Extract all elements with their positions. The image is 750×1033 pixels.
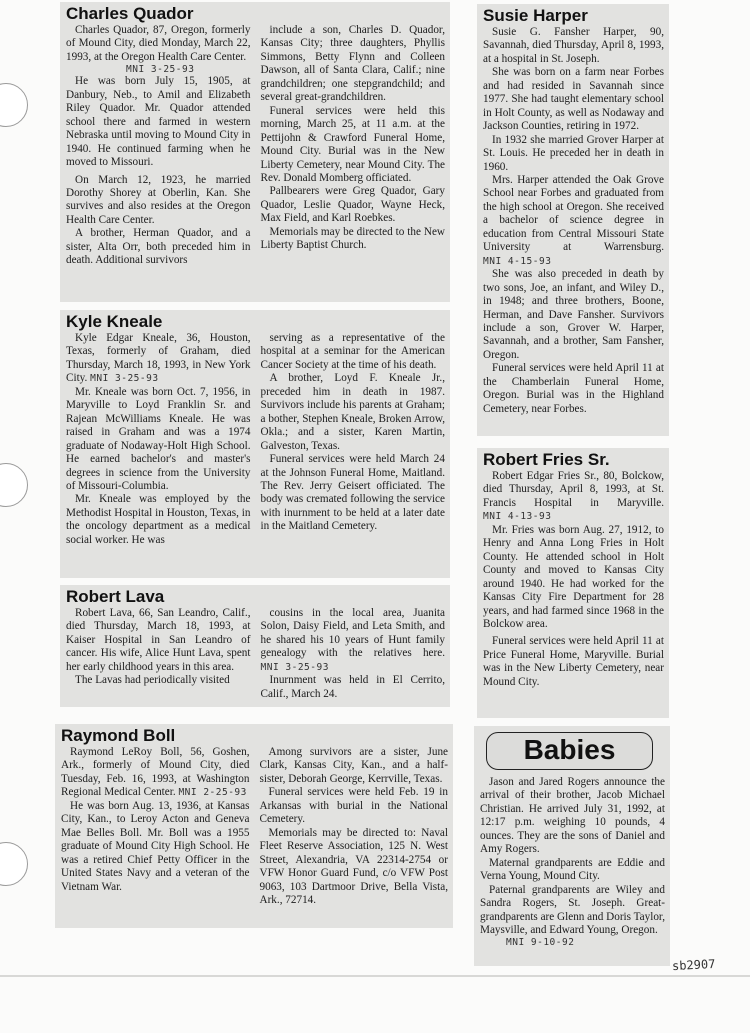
obituary-paragraph: She was also preceded in death by two sons, Joe, an infant, and Wiley D., in 1948; and three brothers, Boone, Herman, and Dave Fansher. Survivors include a son, Grover W. Harper, Savannah, and a brother, Sam Fansher, Oregon. — [483, 268, 664, 361]
obituary-paragraph: Funeral services were held this morning, March 25, at 11 a.m. at the Pettijohn & Crawford Funeral Home, Mound City. Burial was in the New Liberty Cemetery, near Mound City. The Rev. Donald Momberg officiated. — [260, 104, 445, 184]
obituary-paragraph: In 1932 she married Grover Harper at St. Louis. He preceded her in death in 1960. — [483, 133, 664, 173]
obituary-paragraph: He was born July 15, 1905, at Danbury, Neb., to Amil and Elizabeth Riley Quador. Mr. Quador attended school there and farmed in western Nebraska until moving to Mound City in 1940. He continued farming when he moved to Missouri. — [66, 75, 251, 169]
announcement-paragraph: Maternal grandparents are Eddie and Verna Young, Mound City. — [480, 856, 665, 883]
obituary-paragraph: On March 12, 1923, he married Dorothy Shorey at Oberlin, Kan. She survives and also resides at the Oregon Health Care Center. — [66, 173, 251, 226]
babies-heading: Babies — [523, 734, 616, 765]
obituary-charles-quador — [60, 2, 450, 302]
obituary-paragraph — [483, 470, 664, 524]
obituary-paragraph: She was born on a farm near Forbes and had resided in Savannah since 1977. She had taught elementary school in Holt County, as well as Nodaway and Jackson Counties, retiring in 1972. — [483, 66, 664, 133]
obituary-robert-lava — [60, 585, 450, 707]
obituary-heading: Charles Quador — [66, 4, 194, 23]
announcement-paragraph: Paternal grandparents are Wiley and Sandra Rogers, St. Joseph. Great-grandparents are Glenn and Doris Taylor, Maysville, and Edward Young, Oregon. — [480, 883, 665, 936]
obituary-paragraph: Pallbearers were Greg Quador, Gary Quador, Leslie Quador, Wayne Heck, Max Field, and Karl Roebkes. — [260, 185, 445, 225]
obituary-paragraph — [483, 174, 664, 268]
obituary-paragraph: A brother, Herman Quador, and a sister, Alta Orr, both preceded him in death. Additional survivors — [66, 227, 251, 267]
obituary-paragraph: He was born Aug. 13, 1936, at Kansas City, Kan., to Leroy Acton and Geneva Mae Belles Boll. Mr. Boll was a 1955 graduate of Mound City High School. He was a retired Chief Petty Officer in the United States Navy and a veteran of the Vietnam War. — [61, 799, 250, 893]
obituary-paragraph: include a son, Charles D. Quador, Kansas City; three daughters, Phyllis Simmons, Betty Flynn and Colleen Dawson, all of Santa Clara, Calif.; nine grandchildren; one stepgrandchild; and several great-grandchildren. — [260, 24, 445, 104]
obituary-raymond-boll — [55, 724, 453, 928]
obituary-paragraph: Memorials may be directed to: Naval Fleet Reserve Association, 125 N. West Street, Alexandria, VA 22314-2754 or VFW Honor Guard Fund, c/o VFW Post 9063, 103 Dartmoor Drive, Bella Vista, Ark., 72714. — [259, 826, 448, 906]
obituary-paragraph: Charles Quador, 87, Oregon, formerly of Mound City, died Monday, March 22, 1993, at the Oregon Health Care Center. — [66, 24, 251, 63]
handwritten-date-note: MNI 3-25-93 — [126, 64, 195, 76]
obituary-paragraph: Mr. Kneale was employed by the Methodist Hospital in Houston, Texas, in the oncology department as a medical social worker. He was — [66, 493, 251, 546]
obituary-heading: Robert Lava — [66, 587, 165, 606]
obituary-paragraph: Susie G. Fansher Harper, 90, Savannah, died Thursday, April 8, 1993, at a hospital in St. Joseph. — [483, 26, 664, 65]
obituary-paragraph: serving as a representative of the hospital at a seminar for the American Cancer Society at the time of his death. — [260, 332, 445, 371]
obituary-paragraph: Inurnment was held in El Cerrito, Calif., March 24. — [260, 674, 445, 700]
obituary-paragraph: Funeral services were held April 11 at the Chamberlain Funeral Home, Oregon. Burial was in the Highland Cemetery, near Forbes. — [483, 362, 664, 415]
obituary-heading: Susie Harper — [483, 6, 588, 25]
announcement-paragraph: Jason and Jared Rogers announce the arrival of their brother, Jacob Michael Christian. He arrived July 31, 1992, at 12:17 p.m. weighing 10 pounds, 4 ounces. They are the sons of Daniel and Amy Rogers. — [480, 776, 665, 856]
obituary-paragraph: The Lavas had periodically visited — [75, 674, 230, 687]
obituary-paragraph: Funeral services were held Feb. 19 in Arkansas with burial in the National Cemetery. — [259, 786, 448, 826]
obituary-heading: Raymond Boll — [61, 726, 176, 745]
obituary-paragraph: Mr. Fries was born Aug. 27, 1912, to Henry and Anna Long Fries in Holt County. He attended school in Holt County and moved to Kansas City around 1940. He had worked for the Kansas City Fire Department for 28 years, and had farmed since 1968 in the Bolckow area. — [483, 523, 664, 630]
obituary-paragraph: Among survivors are a sister, June Clark, Kansas City, Kan., and a half-sister, Deborah George, Kerrville, Texas. — [259, 746, 448, 785]
obituary-kyle-kneale — [60, 310, 450, 578]
obituary-susie-harper — [477, 4, 669, 436]
obituary-paragraph: Memorials may be directed to the New Liberty Baptist Church. — [260, 225, 445, 252]
obituary-heading: Robert Fries Sr. — [483, 450, 610, 469]
obituary-paragraph: Robert Lava, 66, San Leandro, Calif., died Thursday, March 18, 1993, at Kaiser Hospital in San Leandro of cancer. His wife, Alice Hunt Lava, spent her early childhood years in this area. — [66, 607, 251, 673]
obituary-text: cousins in the local area, Juanita Solon, Daisy Field, and Leta Smith, and he shared his 10 years of Hunt family genealogy with the relatives here. — [260, 607, 445, 660]
obituary-paragraph — [61, 746, 250, 800]
binder-hole-middle — [0, 463, 28, 507]
page-edge-line — [0, 975, 750, 977]
handwritten-date-note: MNI 9-10-92 — [506, 937, 575, 949]
obituary-paragraph: Funeral services were held March 24 at the Johnson Funeral Home, Maitland. The Rev. Jerry Geisert officiated. The body was cremated following the service with inurnment to be held at a later date in the Maitland Cemetery. — [260, 453, 445, 533]
obituary-paragraph: Funeral services were held April 11 at Price Funeral Home, Maryville. Burial was in the New Liberty Cemetery, near Mound City. — [483, 635, 664, 688]
handwritten-date-note: MNI 3-25-93 — [260, 661, 329, 673]
obituary-text: Raymond LeRoy Boll, 56, Goshen, Ark., formerly of Mound City, died Tuesday, Feb. 16, 1993, at Washington Regional Medical Center. — [61, 746, 250, 799]
handwritten-date-note: MNI 3-25-93 — [90, 373, 159, 385]
obituary-heading: Kyle Kneale — [66, 312, 163, 331]
obituary-text: Robert Edgar Fries Sr., 80, Bolckow, died Thursday, April 8, 1993, at St. Francis Hospital in Maryville. — [483, 470, 664, 509]
obituary-paragraph — [261, 607, 446, 674]
obituary-text: Mrs. Harper attended the Oak Grove School near Forbes and graduated from the high school at Oregon. She received a bachelor of science degree in education from Central Missouri State University at Warrensburg. — [483, 173, 664, 254]
obituary-text: Kyle Edgar Kneale, 36, Houston, Texas, formerly of Graham, died Thursday, March 18, 1993, in New York City. — [66, 332, 251, 385]
obituary-paragraph — [66, 332, 251, 386]
binder-hole-top — [0, 83, 28, 127]
obituary-paragraph: A brother, Loyd F. Kneale Jr., preceded him in death in 1987. Survivors include his parents at Graham; a bother, Stephen Kneale, Broken Arrow, Okla.; and a sister, Karen Martin, Galveston, Texas. — [260, 372, 445, 452]
catalog-number: sb2907 — [671, 956, 716, 974]
handwritten-date-note: MNI 4-15-93 — [483, 255, 552, 267]
obituary-paragraph: Mr. Kneale was born Oct. 7, 1956, in Maryville to Loyd Franklin Sr. and Rajean McWilliams Kneale. He was raised in Graham and was a 1974 graduate of Nodaway-Holt High School. He earned bachelor's and master's degrees in science from the University of Missouri-Columbia. — [66, 385, 251, 492]
binder-hole-bottom — [0, 842, 28, 886]
babies-heading-box — [486, 732, 653, 770]
handwritten-date-note: MNI 4-13-93 — [483, 511, 552, 523]
handwritten-date-note: MNI 2-25-93 — [178, 787, 247, 799]
announcement-babies — [474, 726, 670, 966]
obituary-robert-fries-sr — [477, 448, 669, 718]
